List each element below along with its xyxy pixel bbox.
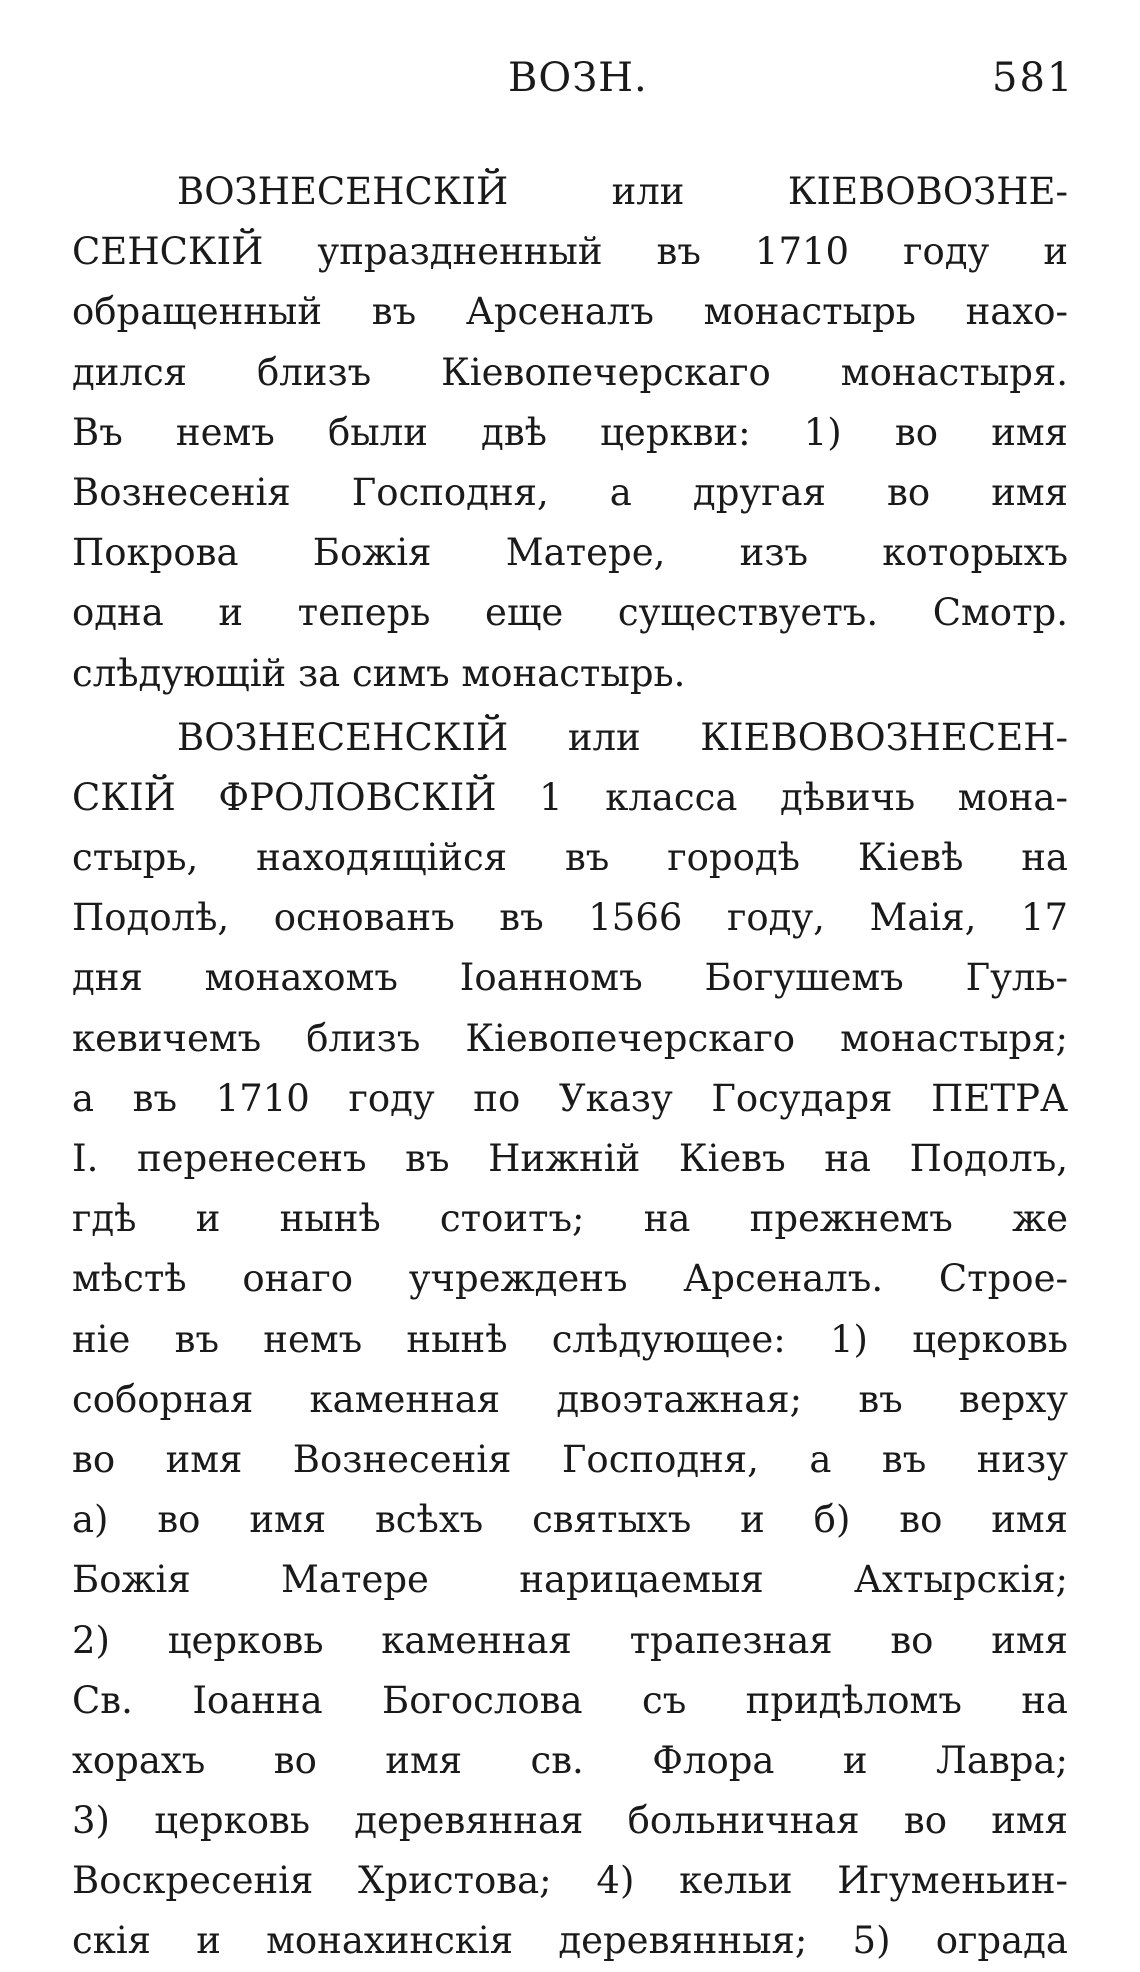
text-line: а) во имя всѣхъ святыхъ и б) во имя <box>72 1498 1068 1542</box>
text-line: слѣдующiй за симъ монастырь. <box>72 651 686 695</box>
text-line: гдѣ и нынѣ стоитъ; на прежнемъ же <box>72 1197 1068 1241</box>
text-line: хорахъ во имя св. Флора и Лавра; <box>72 1738 1068 1782</box>
text-line: СКIЙ ФРОЛОВСКIЙ 1 класса дѣвичь мона- <box>72 775 1068 819</box>
text-line: ВОЗНЕСЕНСКIЙ или КIЕВОВОЗНЕСЕН- <box>177 715 1068 759</box>
text-line: во имя Вознесенiя Господня, а въ низу <box>72 1437 1068 1481</box>
text-line: дня монахомъ Iоанномъ Богушемъ Гуль- <box>72 956 1068 1000</box>
text-line: скiя и монахинскiя деревянныя; 5) ограда <box>72 1919 1068 1963</box>
running-head: ВОЗН. <box>508 55 648 101</box>
text-line: Покрова Божiя Матере, изъ которыхъ <box>72 531 1068 575</box>
text-line: Воскресенiя Христова; 4) кельи Игуменьин- <box>72 1859 1068 1903</box>
text-line: I. перенесенъ въ Нижнiй Кiевъ на Подолъ, <box>72 1137 1068 1180</box>
article-body <box>72 162 1068 1972</box>
text-line: СЕНСКIЙ упраздненный въ 1710 году и <box>72 230 1068 274</box>
page-header <box>0 55 1140 115</box>
text-line: Подолѣ, основанъ въ 1566 году, Маiя, 17 <box>72 896 1068 940</box>
page-number: 581 <box>992 55 1075 101</box>
text-line: одна и теперь еще существуетъ. Смотр. <box>72 591 1068 635</box>
text-line: 3) церковь деревянная больничная во имя <box>72 1799 1068 1843</box>
text-line: стырь, находящiйся въ городѣ Кiевѣ на <box>72 836 1068 880</box>
paragraph-voznesensky-frolovsky <box>72 708 1068 1972</box>
text-line: 2) церковь каменная трапезная во имя <box>72 1618 1068 1662</box>
text-line: обращенный въ Арсеналъ монастырь нахо- <box>72 290 1068 334</box>
text-line: ВОЗНЕСЕНСКIЙ или КIЕВОВОЗНЕ- <box>177 170 1068 213</box>
text-line: Вознесенiя Господня, а другая во имя <box>72 470 1068 514</box>
text-line: Въ немъ были двѣ церкви: 1) во имя <box>72 410 1068 454</box>
text-line: нiе въ немъ нынѣ слѣдующее: 1) церковь <box>72 1317 1068 1361</box>
text-line: дился близъ Кiевопечерскаго монастыря. <box>72 350 1068 394</box>
text-line: кевичемъ близъ Кiевопечерскаго монастыря; <box>72 1016 1068 1060</box>
paragraph-voznesensky-1 <box>72 162 1068 704</box>
text-line: а въ 1710 году по Указу Государя ПЕТРА <box>72 1076 1068 1120</box>
text-line: Божiя Матере нарицаемыя Ахтырскiя; <box>72 1558 1068 1602</box>
text-line: Св. Iоанна Богослова съ придѣломъ на <box>72 1678 1068 1722</box>
text-line: соборная каменная двоэтажная; въ верху <box>72 1377 1068 1421</box>
text-line: мѣстѣ онаго учрежденъ Арсеналъ. Строе- <box>72 1257 1068 1301</box>
